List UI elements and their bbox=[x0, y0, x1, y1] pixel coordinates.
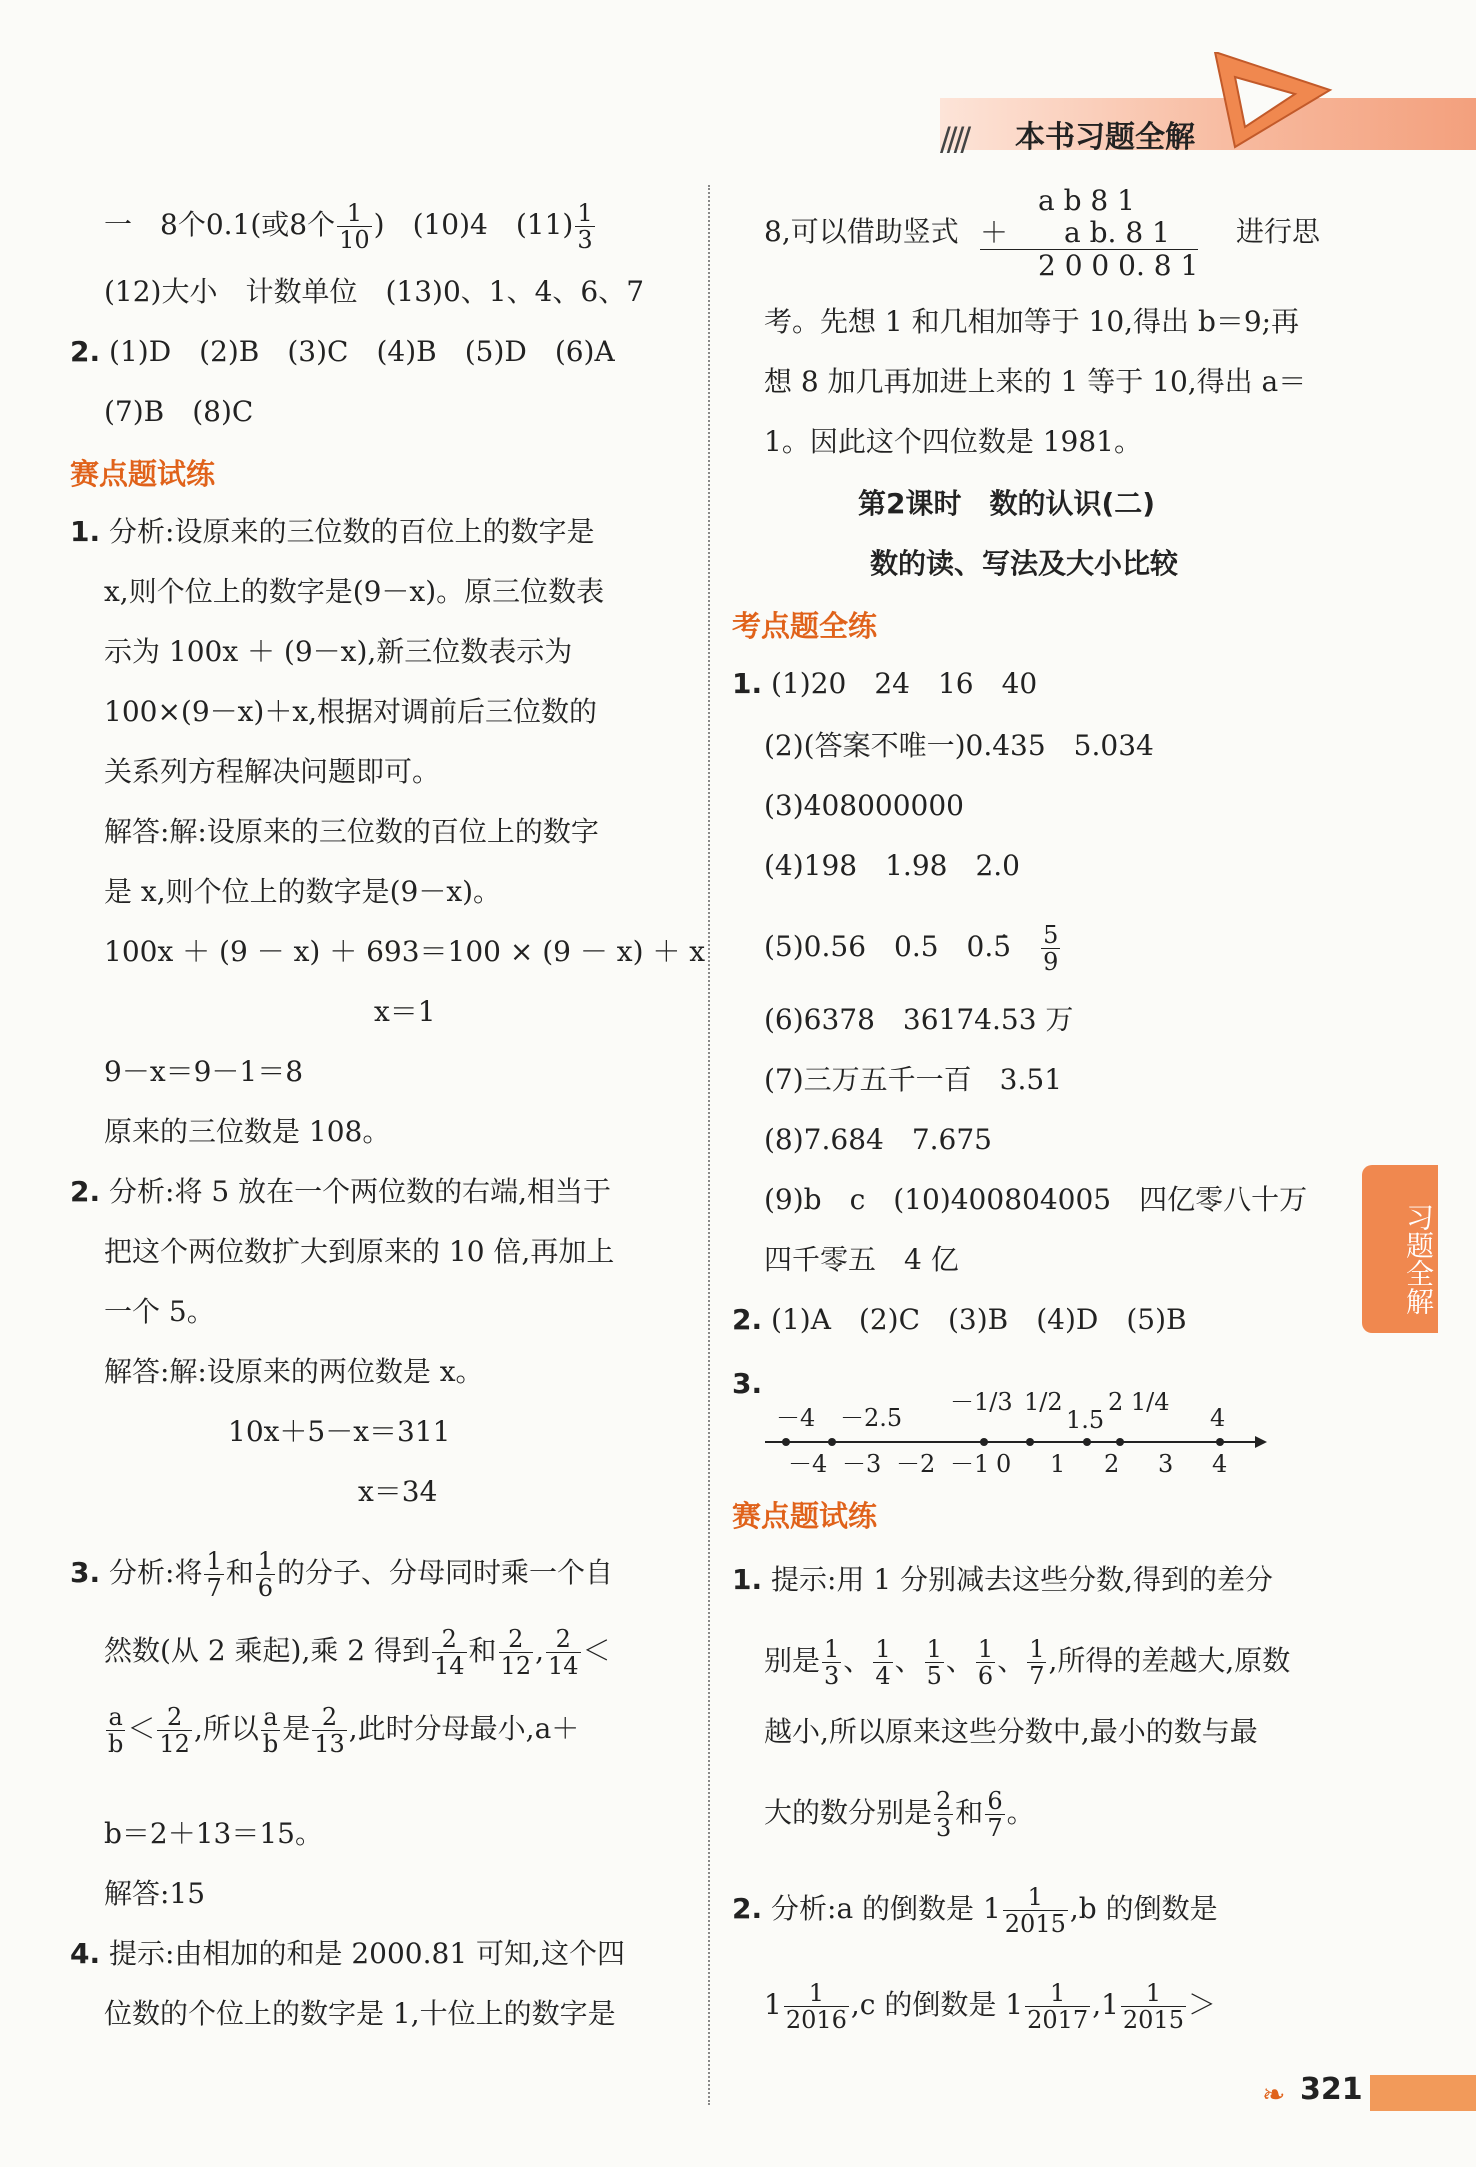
problem-1-line: 解答:解:设原来的三位数的百位上的数字 bbox=[104, 815, 599, 848]
tick-label: －2 bbox=[896, 1450, 936, 1478]
section-heading-contest-2: 赛点题试练 bbox=[732, 1499, 878, 1533]
question-2-cont: (7)B (8)C bbox=[104, 395, 254, 428]
exam-q1-line: (7)三万五千一百 3.51 bbox=[764, 1063, 1063, 1096]
answer-text: 想 8 加几再加进上来的 1 等于 10,得出 a＝ bbox=[764, 365, 1307, 398]
section-heading-exam: 考点题全练 bbox=[732, 609, 878, 643]
column-divider bbox=[708, 185, 710, 2105]
equation: x＝1 bbox=[374, 995, 436, 1028]
mark-label: 1.5 bbox=[1066, 1406, 1105, 1434]
exam-q1-line: (4)198 1.98 2.0 bbox=[764, 849, 1020, 882]
fraction: $\frac{5}{9}$ bbox=[1043, 921, 1059, 976]
exam-q1: 1. (1)20 24 16 40 bbox=[732, 667, 1038, 700]
contest-q2-line: 1 $\frac{1}{2016}$ ,c 的倒数是 1 $\frac{1}{2017}$ ,1 $\frac{1}{2015}$ ＞ bbox=[764, 1979, 1216, 2034]
mark-label: －1/3 bbox=[950, 1388, 1013, 1416]
exam-q1-line: (3)408000000 bbox=[764, 789, 964, 822]
problem-1-line: x,则个位上的数字是(9－x)。原三位数表 bbox=[104, 575, 605, 608]
problem-2: 2. 分析:将 5 放在一个两位数的右端,相当于 bbox=[70, 1175, 611, 1208]
tick-label: 2 bbox=[1104, 1450, 1120, 1478]
contest-q1: 1. 提示:用 1 分别减去这些分数,得到的差分 bbox=[732, 1563, 1273, 1596]
vertical-addition bbox=[980, 185, 1198, 282]
tick-label: 0 bbox=[996, 1450, 1012, 1478]
problem-1-line: 是 x,则个位上的数字是(9－x)。 bbox=[104, 875, 502, 908]
answer-text: 考。先想 1 和几相加等于 10,得出 b＝9;再 bbox=[764, 305, 1300, 338]
fraction: $\frac{1}{3}$ bbox=[824, 1635, 840, 1690]
contest-q1-line: 别是 $\frac{1}{3}$ 、 $\frac{1}{4}$ 、 $\frac{1}{5}$ 、 $\frac{1}{6}$ 、 $\frac{1}{7}$ ,所得的差越大,原数 bbox=[764, 1635, 1291, 1690]
exam-q1-line: (5)0.56 0.5 0.5̇ $\frac{5}{9}$ bbox=[764, 921, 1059, 976]
problem-3-line: 然数(从 2 乘起),乘 2 得到 $\frac{2}{14}$ 和 $\frac{2}{12}$ , $\frac{2}{14}$ ＜ bbox=[104, 1625, 611, 1680]
problem-4: 4. 提示:由相加的和是 2000.81 可知,这个四 bbox=[70, 1937, 625, 1970]
fraction: $\frac{1}{2017}$ bbox=[1027, 1979, 1089, 2034]
answer-text: 进行思 bbox=[1236, 215, 1321, 248]
problem-3-answer: 解答:15 bbox=[104, 1877, 206, 1910]
contest-q1-line: 越小,所以原来这些分数中,最小的数与最 bbox=[764, 1715, 1258, 1748]
answer-text: 8,可以借助竖式 bbox=[764, 215, 959, 248]
tick-label: －1 bbox=[950, 1450, 990, 1478]
fraction: $\frac{2}{13}$ bbox=[314, 1703, 345, 1758]
answer-line-2: (12)大小 计数单位 (13)0、1、4、6、7 bbox=[104, 275, 645, 308]
tick-label: －4 bbox=[788, 1450, 828, 1478]
equation: 10x＋5－x＝311 bbox=[228, 1415, 451, 1448]
fraction: $\frac{1}{5}$ bbox=[926, 1635, 942, 1690]
calc-row: ＋ a b. 8 1 bbox=[980, 217, 1198, 250]
problem-4-line: 位数的个位上的数字是 1,十位上的数字是 bbox=[104, 1997, 616, 2030]
problem-1-line: 示为 100x ＋ (9－x),新三位数表示为 bbox=[104, 635, 573, 668]
mark-label: 1/2 bbox=[1024, 1388, 1063, 1416]
equation: x＝34 bbox=[358, 1475, 438, 1508]
contest-q1-line: 大的数分别是 $\frac{2}{3}$ 和 $\frac{6}{7}$ 。 bbox=[764, 1787, 1035, 1842]
mark-label: －2.5 bbox=[840, 1404, 903, 1432]
fraction: $\frac{a}{b}$ bbox=[108, 1703, 124, 1758]
equation: 100x ＋ (9 － x) ＋ 693＝100 × (9 － x) ＋ x bbox=[104, 935, 706, 968]
problem-3: 3. 分析:将 $\frac{1}{7}$ 和 $\frac{1}{6}$ 的分子、分母同时乘一个自 bbox=[70, 1547, 614, 1602]
leaf-icon: ❧ bbox=[1262, 2078, 1286, 2111]
exam-q2: 2. (1)A (2)C (3)B (4)D (5)B bbox=[732, 1303, 1187, 1336]
fraction: $\frac{2}{14}$ bbox=[548, 1625, 579, 1680]
fraction: $\frac{1}{7}$ bbox=[1029, 1635, 1045, 1690]
problem-1-line: 100×(9－x)＋x,根据对调前后三位数的 bbox=[104, 695, 598, 728]
fraction: $\frac{1}{6}$ bbox=[977, 1635, 994, 1690]
fraction: $\frac{2}{14}$ bbox=[433, 1625, 465, 1680]
page-number: 321 bbox=[1300, 2072, 1363, 2107]
problem-1-line: 关系列方程解决问题即可。 bbox=[104, 755, 441, 788]
tick-label: 1 bbox=[1050, 1450, 1066, 1478]
problem-1: 1. 分析:设原来的三位数的百位上的数字是 bbox=[70, 515, 595, 548]
exam-q1-line: (2)(答案不唯一)0.435 5.034 bbox=[764, 729, 1154, 762]
problem-1-line: 原来的三位数是 108。 bbox=[104, 1115, 391, 1148]
answer-text: 1。因此这个四位数是 1981。 bbox=[764, 425, 1142, 458]
fraction: $\frac{1}{2015}$ bbox=[1122, 1979, 1184, 2034]
fraction: $\frac{2}{12}$ bbox=[159, 1703, 190, 1758]
fraction: $\frac{1}{2016}$ bbox=[785, 1979, 847, 2034]
problem-2-line: 解答:解:设原来的两位数是 x。 bbox=[104, 1355, 484, 1388]
page-number-bar bbox=[1370, 2075, 1476, 2111]
mark-label: 4 bbox=[1210, 1404, 1226, 1432]
problem-2-line: 一个 5。 bbox=[104, 1295, 215, 1328]
fraction: $\frac{2}{3}$ bbox=[936, 1787, 952, 1842]
problem-3-line: b＝2＋13＝15。 bbox=[104, 1817, 323, 1850]
header-title: 本书习题全解 bbox=[1015, 120, 1195, 155]
exam-q1-line: (6)6378 36174.53 万 bbox=[764, 1003, 1074, 1036]
triangle-ruler-icon bbox=[1205, 52, 1335, 152]
mark-label: 2 1/4 bbox=[1108, 1388, 1170, 1416]
answer-line-1: 一 8个0.1(或8个 $\frac{1}{10}$ ) (10)4 (11) $\frac{1}{3}$ bbox=[104, 199, 593, 254]
calc-row: a b 8 1 bbox=[1038, 184, 1135, 217]
exam-q3: 3. bbox=[732, 1367, 763, 1400]
fraction: $\frac{2}{12}$ bbox=[500, 1625, 532, 1680]
problem-3-line: $\frac{a}{b}$ ＜ $\frac{2}{12}$ ,所以 $\frac{a}{b}$ 是 $\frac{2}{13}$ ,此时分母最小,a＋ bbox=[108, 1703, 580, 1758]
fraction: $\frac{1}{6}$ bbox=[257, 1547, 274, 1602]
tick-label: 3 bbox=[1158, 1450, 1174, 1478]
side-tab[interactable]: 习题全解 bbox=[1362, 1165, 1438, 1333]
fraction: $\frac{1}{2015}$ bbox=[1004, 1883, 1066, 1938]
exam-q1-line: (9)b c (10)400804005 四亿零八十万 bbox=[764, 1183, 1308, 1216]
calc-row: 2 0 0 0. 8 1 bbox=[1038, 249, 1199, 282]
fraction: $\frac{6}{7}$ bbox=[987, 1787, 1003, 1842]
header-stripes: //// bbox=[940, 120, 968, 158]
problem-2-line: 把这个两位数扩大到原来的 10 倍,再加上 bbox=[104, 1235, 615, 1268]
exam-q1-line: 四千零五 4 亿 bbox=[764, 1243, 959, 1276]
fraction: $\frac{1}{10}$ bbox=[339, 199, 370, 254]
tick-label: －3 bbox=[842, 1450, 882, 1478]
number-line bbox=[760, 1370, 1270, 1480]
fraction: $\frac{1}{3}$ bbox=[577, 199, 593, 254]
lesson-title: 第2课时 数的认识(二) bbox=[858, 487, 1156, 520]
lesson-subtitle: 数的读、写法及大小比较 bbox=[870, 547, 1179, 580]
fraction: $\frac{a}{b}$ bbox=[262, 1703, 279, 1758]
fraction: $\frac{1}{7}$ bbox=[206, 1547, 222, 1602]
equation: 9－x＝9－1＝8 bbox=[104, 1055, 304, 1088]
fraction: $\frac{1}{4}$ bbox=[875, 1635, 891, 1690]
tick-label: 4 bbox=[1212, 1450, 1228, 1478]
contest-q2: 2. 分析:a 的倒数是 1 $\frac{1}{2015}$ ,b 的倒数是 bbox=[732, 1883, 1218, 1938]
exam-q1-line: (8)7.684 7.675 bbox=[764, 1123, 992, 1156]
question-2: 2. (1)D (2)B (3)C (4)B (5)D (6)A bbox=[70, 335, 615, 368]
section-heading-contest: 赛点题试练 bbox=[70, 457, 216, 491]
mark-label: －4 bbox=[776, 1404, 816, 1432]
